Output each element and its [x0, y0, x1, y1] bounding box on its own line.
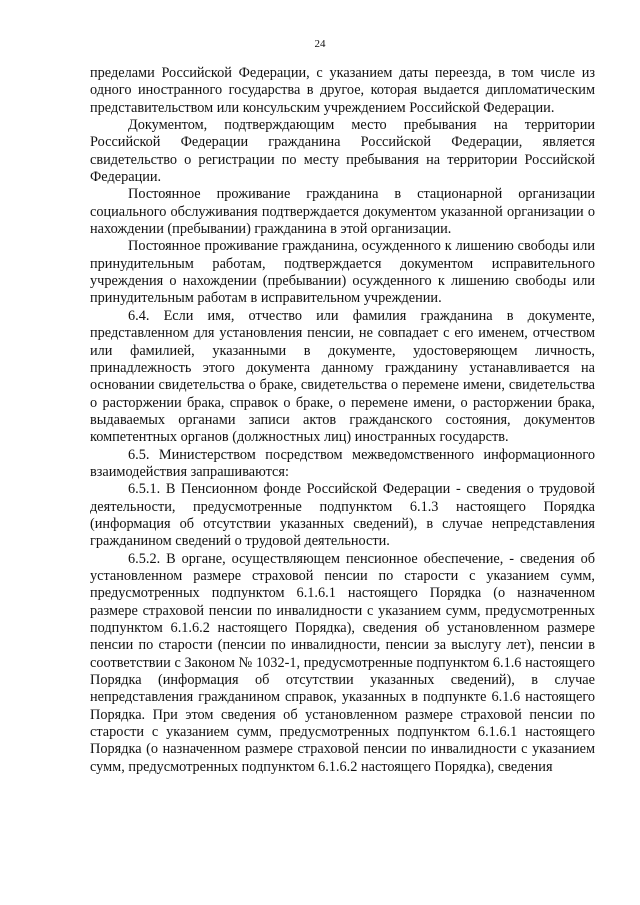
paragraph-6-5-1: 6.5.1. В Пенсионном фонде Российской Федерации - сведения о трудовой деятельности, предусмотренные подпунктом 6.1.3 настоящего Порядка (информация об отсутствии указанных сведений), в случае непредставления гражданином сведений о трудовой деятельности. [90, 481, 595, 550]
paragraph-social-organization: Постоянное проживание гражданина в стационарной организации социального обслуживания подтверждается документом указанной организации о нахождении (пребывании) гражданина в этой организации. [90, 186, 595, 238]
paragraph-continuation: пределами Российской Федерации, с указанием даты переезда, в том числе из одного иностранного государства в другое, которая выдается дипломатическим представительством или консульским учреждением Российской Федерации. [90, 65, 595, 116]
paragraph-6-5: 6.5. Министерством посредством межведомственного информационного взаимодействия запрашиваются: [90, 446, 595, 480]
paragraph-6-5-2: 6.5.2. В органе, осуществляющем пенсионное обеспечение, - сведения об установленном размере страховой пенсии по старости с указанием сумм, предусмотренных подпунктом 6.1.6.1 настоящего Порядка (о назначенном размере страховой пенсии по инвалидности с указанием сумм, предусмотренных подпунктом 6.1.6.2 настоящего Порядка), сведения об установленном размере пенсии по старости (пенсии по инвалидности, пенсии за выслугу лет), пенсии в соответствии с Законом № 1032-1, предусмотренные подпунктом 6.1.6 настоящего Порядка (информация об отсутствии указанных сведений), в случае непредставления гражданином справок, указанных в подпункте 6.1.6 настоящего Порядка. При этом сведения об установленном размере страховой пенсии по старости с указанием сумм, предусмотренных подпунктом 6.1.6.1 настоящего Порядка (о назначенном размере страховой пенсии по инвалидности с указанием сумм, предусмотренных подпунктом 6.1.6.2 настоящего Порядка), сведения [90, 550, 595, 775]
paragraph-convicted-residence: Постоянное проживание гражданина, осужденного к лишению свободы или принудительным работам, подтверждается документом исправительного учреждения о нахождении (пребывании) осужденного к лишению свободы или принудительным работам в исправительном учреждении. [90, 238, 595, 307]
paragraph-residence-document: Документом, подтверждающим место пребывания на территории Российской Федерации гражданина Российской Федерации, является свидетельство о регистрации по месту пребывания на территории Российской Федерации. [90, 117, 595, 186]
page-number: 24 [314, 38, 326, 50]
document-body [90, 65, 595, 776]
paragraph-6-4: 6.4. Если имя, отчество или фамилия гражданина в документе, представленном для установления пенсии, не совпадает с его именем, отчеством или фамилией, указанными в документе, удостоверяющем личность, принадлежность этого документа данному гражданину устанавливается на основании свидетельства о браке, свидетельства о перемене имени, свидетельства о расторжении брака, справок о браке, о перемене имени, о расторжении брака, выдаваемых органами записи актов гражданского состояния, документов компетентных органов (должностных лиц) иностранных государств. [90, 307, 595, 446]
